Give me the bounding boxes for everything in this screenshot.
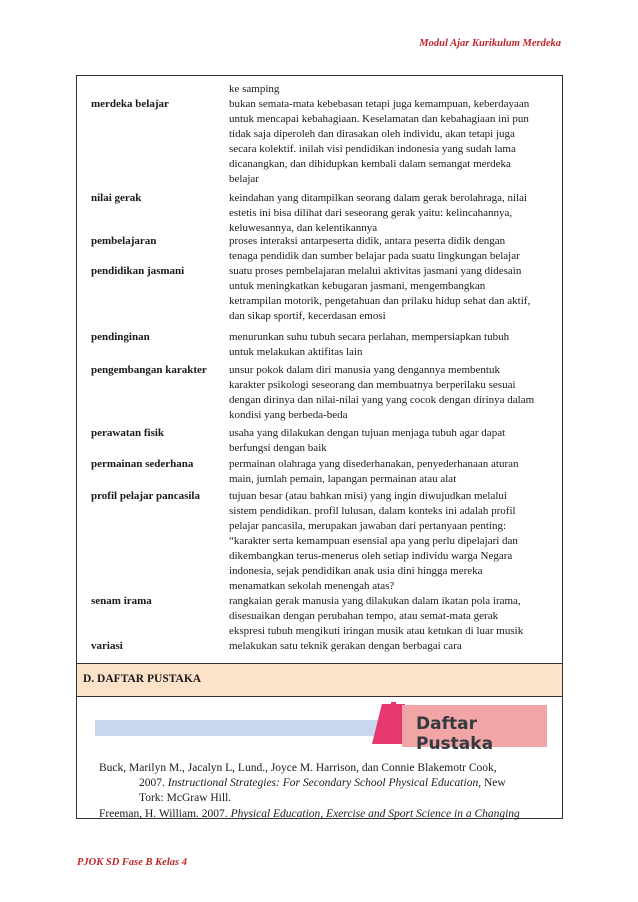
- glossary-definition-line: tidak saja diperoleh dan dirasakan oleh individu, akan tetapi juga: [229, 128, 515, 140]
- section-heading-text: D. DAFTAR PUSTAKA: [83, 673, 202, 685]
- reference-1-title: Instructional Strategies: For Secondary School Physical Education: [167, 777, 479, 789]
- reference-1-year: 2007.: [139, 777, 168, 789]
- glossary-definition-line: dengan dirinya dan nilai-nilai yang yang cocok dengan dirinya dalam: [229, 394, 535, 406]
- glossary-definition-line: menurunkan suhu tubuh secara perlahan, mempersiapkan tubuh: [229, 331, 510, 343]
- glossary-definition-line: disesuaikan dengan perubahan tempo, atau semat-mata gerak: [229, 610, 499, 622]
- content-frame: [76, 75, 563, 819]
- glossary-term: perawatan fisik: [91, 427, 165, 439]
- glossary-definition-line: kondisi yang berbeda-beda: [229, 409, 348, 421]
- glossary-definition-line: main, jumlah pemain, lapangan permainan atau alat: [229, 473, 457, 485]
- glossary-definition-line: dan sikap sportif, kecerdasan emosi: [229, 310, 386, 322]
- glossary-term: pendinginan: [91, 331, 150, 343]
- banner-label: Daftar Pustaka: [416, 714, 494, 754]
- glossary-definition-line: untuk mencapai kebahagiaan. Keselamatan dan kebahagiaan ini pun: [229, 113, 529, 125]
- reference-1-suffix: , New: [478, 777, 506, 789]
- glossary-definition-line: keindahan yang ditampilkan seorang dalam gerak berolahraga, nilai: [229, 192, 528, 204]
- glossary-term: pengembangan karakter: [91, 364, 207, 376]
- glossary-definition-line: sistem pendidikan. profil lulusan, dalam konteks ini adalah profil: [229, 505, 516, 517]
- glossary-definition-line: karakter psikologi seseorang dan membuatnya berperilaku sesuai: [229, 379, 516, 391]
- page-footer-title: PJOK SD Fase B Kelas 4: [77, 857, 187, 868]
- glossary-table: [77, 76, 562, 663]
- glossary-term: pendidikan jasmani: [91, 265, 185, 277]
- glossary-definition-line: suatu proses pembelajaran melalui aktivitas jasmani yang didesain: [229, 265, 522, 277]
- glossary-term: nilai gerak: [91, 192, 142, 204]
- page-header-title: Modul Ajar Kurikulum Merdeka: [419, 38, 561, 49]
- glossary-term: senam irama: [91, 595, 152, 607]
- glossary-definition-line: berfungsi dengan baik: [229, 442, 327, 454]
- reference-2-title: Physical Education, Exercise and Sport Science in a Changing: [230, 808, 520, 820]
- glossary-term: profil pelajar pancasila: [91, 490, 200, 502]
- banner-label-box: [402, 705, 547, 754]
- glossary-definition-line: untuk meningkatkan kebugaran jasmani, mengembangkan: [229, 280, 486, 292]
- glossary-term: permainan sederhana: [91, 458, 194, 470]
- glossary-definition-line: menamatkan sekolah menengah atas?: [229, 580, 395, 592]
- glossary-definition-line: dikembangkan terus-menerus oleh setiap individu warga Negara: [229, 550, 513, 562]
- banner-accent: [372, 704, 405, 744]
- reference-2: [99, 807, 539, 822]
- glossary-definition-line: keluwesannya, dan kelentikannya: [229, 222, 378, 234]
- glossary-term: pembelajaran: [91, 235, 157, 247]
- banner-band: [95, 720, 397, 736]
- reference-2-author: Freeman, H. William. 2007.: [99, 808, 231, 820]
- section-heading-daftar-pustaka: [77, 663, 562, 697]
- reference-1-line-1: Buck, Marilyn M., Jacalyn L, Lund., Joyce M. Harrison, dan Connie Blakemotr Cook,: [99, 762, 497, 774]
- glossary-definition-line: proses interaksi antarpeserta didik, antara peserta didik dengan: [229, 235, 506, 247]
- glossary-definition-line: indonesia, sejak pendidikan anak usia dini hingga mereka: [229, 565, 483, 577]
- glossary-definition-line: melakukan satu teknik gerakan dengan berbagai cara: [229, 640, 462, 652]
- glossary-definition-line: tenaga pendidik dan sumber belajar pada suatu lingkungan belajar: [229, 250, 520, 262]
- glossary-term: merdeka belajar: [91, 98, 169, 110]
- glossary-definition-line: dicanangkan, dan dihidupkan kembali dalam semangat merdeka: [229, 158, 511, 170]
- reference-1-line-3: Tork: McGraw Hill.: [139, 792, 232, 804]
- glossary-term: variasi: [91, 640, 123, 652]
- glossary-definition-line: “karakter serta kemampuan esensial apa yang perlu dipelajari dan: [229, 535, 518, 547]
- glossary-definition-line: rangkaian gerak manusia yang dilakukan dalam ikatan pola irama,: [229, 595, 521, 607]
- banner-dot: [391, 702, 396, 707]
- glossary-definition-line: usaha yang dilakukan dengan tujuan menjaga tubuh agar dapat: [229, 427, 506, 439]
- glossary-definition-line: secara kolektif. inilah visi pendidikan indonesia yang sudah lama: [229, 143, 516, 155]
- glossary-definition-line: untuk melakukan aktifitas lain: [229, 346, 363, 358]
- glossary-definition-line: permainan olahraga yang disederhanakan, penyederhanaan aturan: [229, 458, 519, 470]
- glossary-continuation: ke samping: [229, 83, 280, 95]
- glossary-definition-line: pelajar pancasila, merupakan jawaban dari pertanyaan penting:: [229, 520, 507, 532]
- reference-1-line-2: [139, 776, 539, 791]
- glossary-definition-line: belajar: [229, 173, 259, 185]
- daftar-pustaka-banner: [95, 700, 547, 754]
- glossary-definition-line: unsur pokok dalam diri manusia yang dengannya membentuk: [229, 364, 500, 376]
- glossary-definition-line: ekspresi tubuh mengikuti iringan musik atau ketukan di luar musik: [229, 625, 524, 637]
- glossary-definition-line: tujuan besar (atau bahkan misi) yang ingin diwujudkan melalui: [229, 490, 507, 502]
- glossary-definition-line: ketrampilan motorik, pengetahuan dan prilaku hidup sehat dan aktif,: [229, 295, 531, 307]
- glossary-definition-line: bukan semata-mata kebebasan tetapi juga kemampuan, keberdayaan: [229, 98, 530, 110]
- glossary-definition-line: estetis ini bisa dilihat dari seseorang gerak yaitu: kelincahannya,: [229, 207, 513, 219]
